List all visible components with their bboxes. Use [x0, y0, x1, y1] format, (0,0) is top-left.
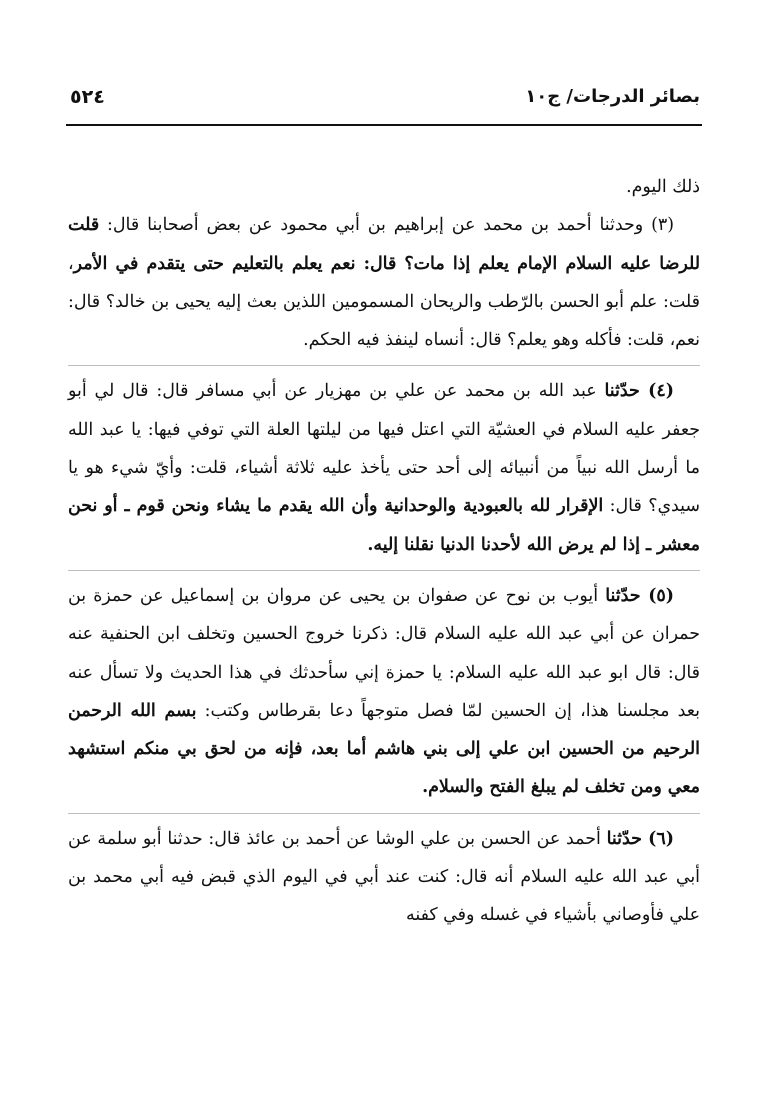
bold-text-segment: (٦) حدّثنا	[606, 828, 674, 849]
hadith-6	[68, 820, 700, 935]
page-number: ٥٢٤	[70, 86, 105, 108]
text-segment: (٣) وحدثنا أحمد بن محمد عن إبراهيم بن أبي محمود عن بعض أصحابنا قال:	[99, 215, 674, 236]
paragraph-continuation	[68, 168, 700, 206]
paragraph-divider	[68, 570, 700, 571]
paragraph-divider	[68, 813, 700, 814]
body-text	[68, 168, 700, 935]
text-segment: ، قلت: علم أبو الحسن بالرّطب والريحان المسمومين اللذين بعث إليه يحيى بن خالد؟ قال: نعم، قلت: فأكله وهو يعلم؟ قال: أنساه لينفذ فيه الحكم.	[68, 253, 700, 351]
bold-text-segment: (٤) حدّثنا	[604, 381, 674, 402]
running-title: بصائر الدرجات/ ج١٠	[525, 86, 700, 107]
header-divider	[66, 124, 702, 126]
bold-text-segment: الإقرار لله بالعبودية والوحدانية وأن الله يقدم ما يشاء ونحن قوم ـ أو نحن معشر ـ إذا لم يرض الله لأحدنا الدنيا نقلنا إليه.	[68, 496, 700, 555]
text-segment: عبد الله بن محمد عن علي بن مهزيار عن أبي مسافر قال: قال لي أبو جعفر عليه السلام في العشيّة التي اعتل فيها من ليلتها العلة التي توفي فيها: يا عبد الله ما أرسل الله نبياً من أنبيائه إلى أحد حتى يأخذ عليه ثلاثة أشياء، قلت: وأيّ شيء هو يا سيدي؟ قال:	[68, 381, 701, 517]
hadith-3	[68, 206, 700, 359]
bold-text-segment: بسم الله الرحمن الرحيم من الحسين ابن علي إلى بني هاشم أما بعد، فإنه من لحق بي منكم استشهد معي ومن تخلف لم يبلغ الفتح والسلام.	[68, 700, 700, 798]
page-header	[70, 82, 700, 120]
text-segment: ذلك اليوم.	[626, 177, 700, 197]
hadith-5	[68, 577, 700, 807]
hadith-4	[68, 372, 700, 563]
paragraph-divider	[68, 365, 700, 366]
text-segment: أيوب بن نوح عن صفوان بن يحيى عن مروان بن إسماعيل عن حمزة بن حمران عن أبي عبد الله عليه السلام قال: ذكرنا خروج الحسين وتخلف ابن الحنفية عنه قال: قال ابو عبد الله عليه السلام: يا حمزة إني سأحدثك في هذا الحديث ولا تسأل عنه بعد مجلسنا هذا، إن الحسين لمّا فصل متوجهاً دعا بقرطاس وكتب:	[68, 585, 700, 721]
bold-text-segment: (٥) حدّثنا	[605, 585, 674, 606]
text-segment: أحمد عن الحسن بن علي الوشا عن أحمد بن عائذ قال: حدثنا أبو سلمة عن أبي عبد الله عليه السلام أنه قال: كنت عند أبي في اليوم الذي قبض فيه أبي محمد بن علي فأوصاني بأشياء في غسله وفي كفنه	[68, 828, 700, 926]
bold-text-segment: قلت للرضا عليه السلام الإمام يعلم إذا مات؟ قال: نعم يعلم بالتعليم حتى يتقدم في الأمر	[68, 215, 700, 274]
